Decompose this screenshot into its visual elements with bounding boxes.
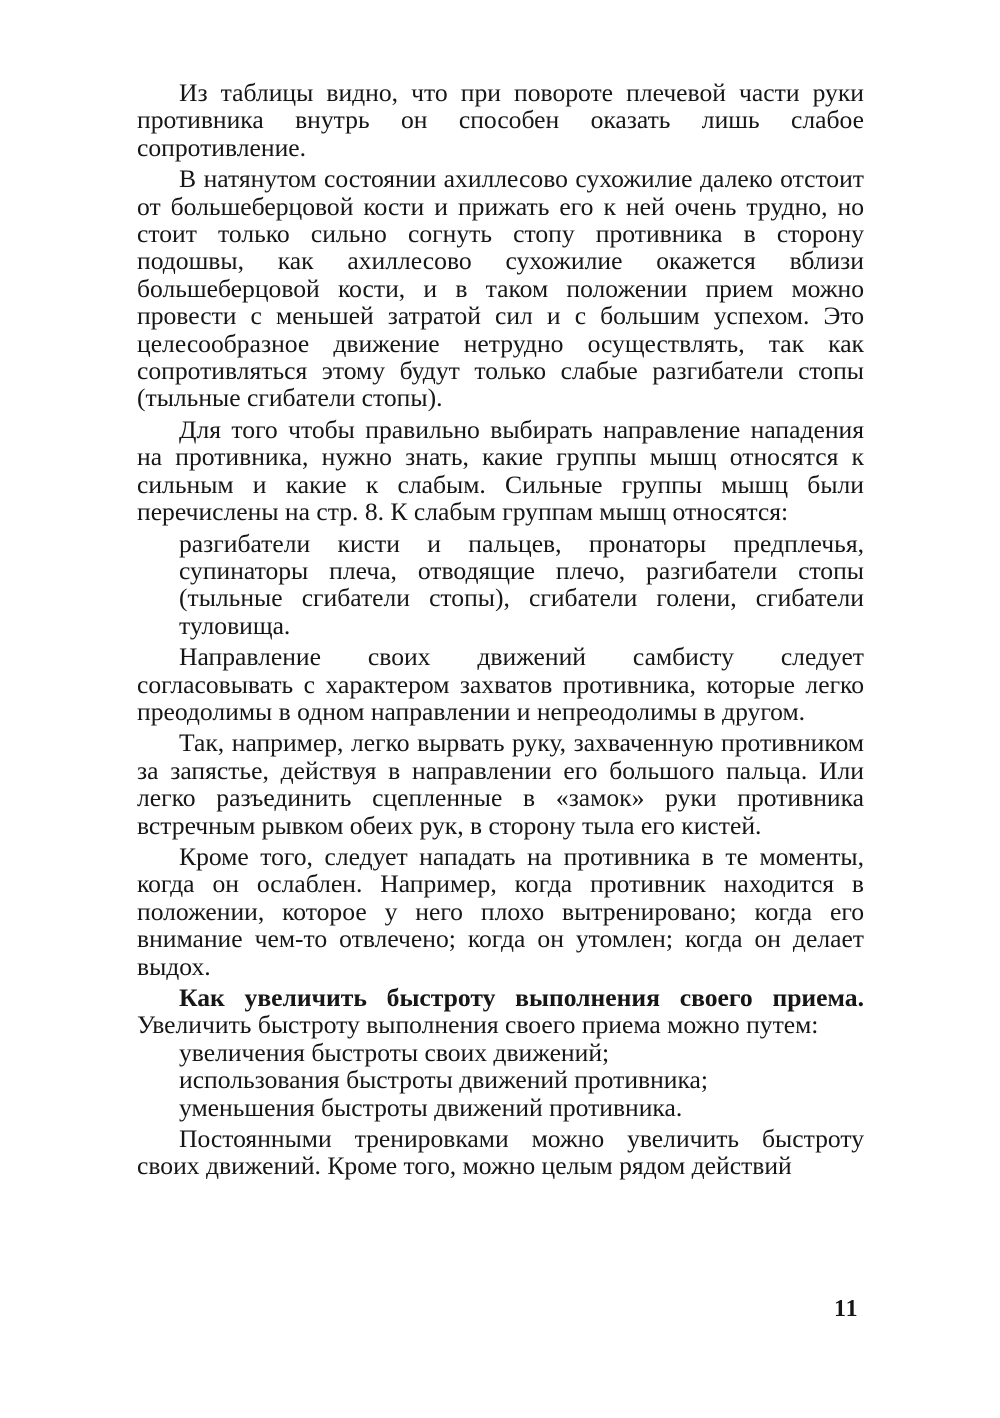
paragraph-table-conclusion: Из таблицы видно, что при повороте плечевой части руки противника внутрь он способен оказать лишь слабое сопротивление. bbox=[137, 78, 864, 162]
paragraph-achilles-tendon: В натянутом состоянии ахиллесово сухожилие далеко отстоит от большеберцовой кости и прижать его к ней очень трудно, но стоит только сильно согнуть стопу противника в сторону подошвы, как ахиллесово сухожилие окажется вблизи большеберцовой кости, и в таком положении прием можно провести с меньшей затратой сил и с большим успехом. Это целесообразное движение нетрудно осуществлять, так как сопротивляться этому будут только слабые разгибатели стопы (тыльные сгибатели стопы). bbox=[137, 164, 864, 413]
paragraph-example-wrist: Так, например, легко вырвать руку, захваченную противником за запястье, действуя в направлении его большого пальца. Или легко разъединить сцепленные в «замок» руки противника встречным рывком обеих рук, в сторону тыла его кистей. bbox=[137, 728, 864, 840]
paragraph-grip-direction: Направление своих движений самбисту следует согласовывать с характером захватов противника, которые легко преодолимы в одном направлении и непреодолимы в другом. bbox=[137, 642, 864, 726]
section-heading: Как увеличить быстроту выполнения своего приема. bbox=[179, 983, 864, 1012]
paragraph-muscle-groups: Для того чтобы правильно выбирать направление нападения на противника, нужно знать, какие группы мышц относятся к сильным и какие к слабым. Сильные группы мышц были перечислены на стр. 8. К слабым группам мышц относятся: bbox=[137, 414, 864, 527]
list-item: использования быстроты движений противника; bbox=[179, 1065, 709, 1095]
list-item: уменьшения быстроты движений противника. bbox=[179, 1092, 683, 1122]
list-item: увеличения быстроты своих движений; bbox=[179, 1037, 610, 1067]
paragraph-attack-moments: Кроме того, следует нападать на противника в те моменты, когда он ослаблен. Например, когда противник находится в положении, которое у него плохо вытренировано; когда его внимание чем-то отвлечено; когда он утомлен; когда он делает выдох. bbox=[137, 841, 864, 981]
section-heading-speed bbox=[137, 984, 864, 1039]
page-number: 11 bbox=[834, 1296, 859, 1322]
after-heading-text: Увеличить быстроту выполнения своего приема можно путем: bbox=[137, 1010, 819, 1040]
paragraph-training: Постоянными тренировками можно увеличить быстроту своих движений. Кроме того, можно целым рядом действий bbox=[137, 1124, 864, 1181]
page-body bbox=[137, 79, 864, 1180]
paragraph-weak-muscles-list: разгибатели кисти и пальцев, пронаторы предплечья, супинаторы плеча, отводящие плечо, разгибатели стопы (тыльные сгибатели стопы), сгибатели голени, сгибатели туловища. bbox=[179, 528, 864, 640]
